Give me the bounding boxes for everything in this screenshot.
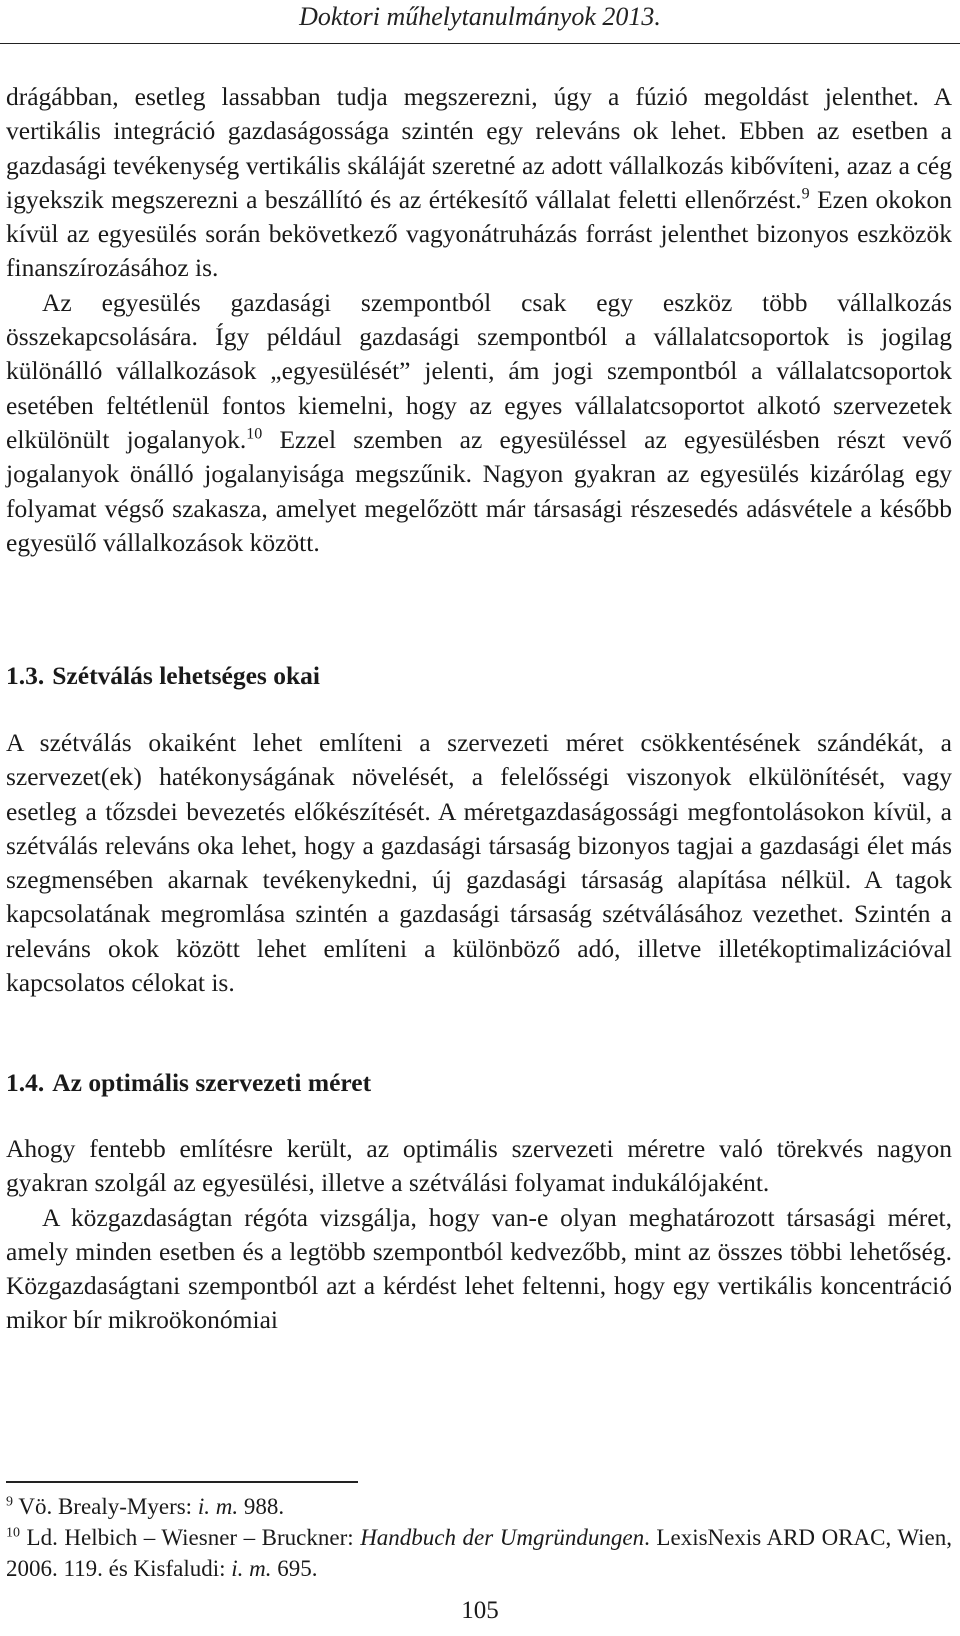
footnotes bbox=[6, 1491, 952, 1584]
section-1-4-body bbox=[6, 1132, 952, 1338]
page-number: 105 bbox=[461, 1597, 499, 1624]
footnote-9: $^9$ Vö. Brealy-Myers: i. m. 988. bbox=[6, 1494, 285, 1519]
section-title: Szétválás lehetséges okai bbox=[52, 661, 320, 690]
section-heading-1-4 bbox=[6, 1066, 371, 1100]
section-heading-1-3 bbox=[6, 659, 320, 693]
intro-section bbox=[6, 80, 952, 560]
section-number: 1.4. bbox=[6, 1068, 45, 1097]
footnote-ref-9[interactable]: 9 bbox=[801, 185, 810, 203]
section-number: 1.3. bbox=[6, 661, 45, 690]
section-1-4-paragraph-2: A közgazdaságtan régóta vizsgálja, hogy van-e olyan meghatározott társasági méret, amely minden esetben és a legtöbb szempontból kedvezőbb, mint az összes többi lehetőség. Közgazdaságtani szempontból azt a kérdést lehet feltenni, hogy egy vertikális koncentráció mikor bír mikroökonómiai bbox=[6, 1202, 952, 1335]
section-1-3-body bbox=[6, 726, 952, 1000]
footnote-ref-10[interactable]: 10 bbox=[246, 425, 263, 443]
footnote-separator bbox=[6, 1481, 358, 1483]
intro-paragraph-1: drágábban, esetleg lassabban tudja megszerezni, úgy a fúzió megoldást jelenthet. A vertikális integráció gazdaságossága szintén egy releváns ok lehet. Ebben az esetben a gazdasági tevékenység vertikális skáláját szeretné az adott vállalkozás kibővíteni, azaz a cég igyekszik megszerezni a beszállító és az értékesítő vállalat feletti ellenőrzést.$^9$ Ezen okokon kívül az egyesülés során bekövetkező vagyonátruházás forrást jelenthet bizonyos eszközök finanszírozásához is. bbox=[6, 82, 952, 283]
footnote-10: $^{10}$ Ld. Helbich – Wiesner – Bruckner: Handbuch der Umgründungen. LexisNexis ARD ORAC, Wien, 2006. 119. és Kisfaludi: i. m. 695. bbox=[6, 1525, 952, 1581]
section-title: Az optimális szervezeti méret bbox=[52, 1068, 372, 1097]
section-1-3-paragraph: A szétválás okaiként lehet említeni a szervezeti méret csökkentésének szándékát, a szervezet(ek) hatékonyságának növelését, a felelősségi viszonyok elkülönítését, vagy esetleg a tőzsdei bevezetés előkészítését. A méretgazdaságossági megfontolásokon kívül, a szétválás releváns oka lehet, hogy a gazdasági társaság bizonyos tagjai a gazdasági élet más szegmensében akarnak tevékenykedni, új gazdasági társaság alapítása nélkül. A tagok kapcsolatának megromlása szintén a gazdasági társaság szétválásához vezethet. Szintén a releváns okok között lehet említeni a különböző adó, illetve illetékoptimalizációval kapcsolatos célokat is. bbox=[6, 728, 952, 998]
running-header: Doktori műhelytanulmányok 2013. bbox=[299, 2, 661, 31]
intro-paragraph-2: Az egyesülés gazdasági szempontból csak egy eszköz több vállalkozás összekapcsolására. Így például gazdasági szempontból a vállalatcsoportok is jogilag különálló vállalkozások „egyesülését” jelenti, ám jogi szempontból a vállalatcsoportok esetében feltétlenül fontos kiemelni, hogy az egyes vállalatcsoportot alkotó szervezetek elkülönült jogalanyok.$^{10}$ Ezzel szemben az egyesüléssel az egyesülésben részt vevő jogalanyok önálló jogalanyisága megszűnik. Nagyon gyakran az egyesülés kizárólag egy folyamat végső szakasza, amelyet megelőzött már társasági részesedés adásvétele a később egyesülő vállalkozások között. bbox=[6, 287, 952, 557]
section-1-4-paragraph-1: Ahogy fentebb említésre került, az optimális szervezeti méretre való törekvés nagyon gyakran szolgál az egyesülési, illetve a szétválási folyamat indukálójaként. bbox=[6, 1134, 952, 1198]
header-rule bbox=[0, 43, 960, 44]
